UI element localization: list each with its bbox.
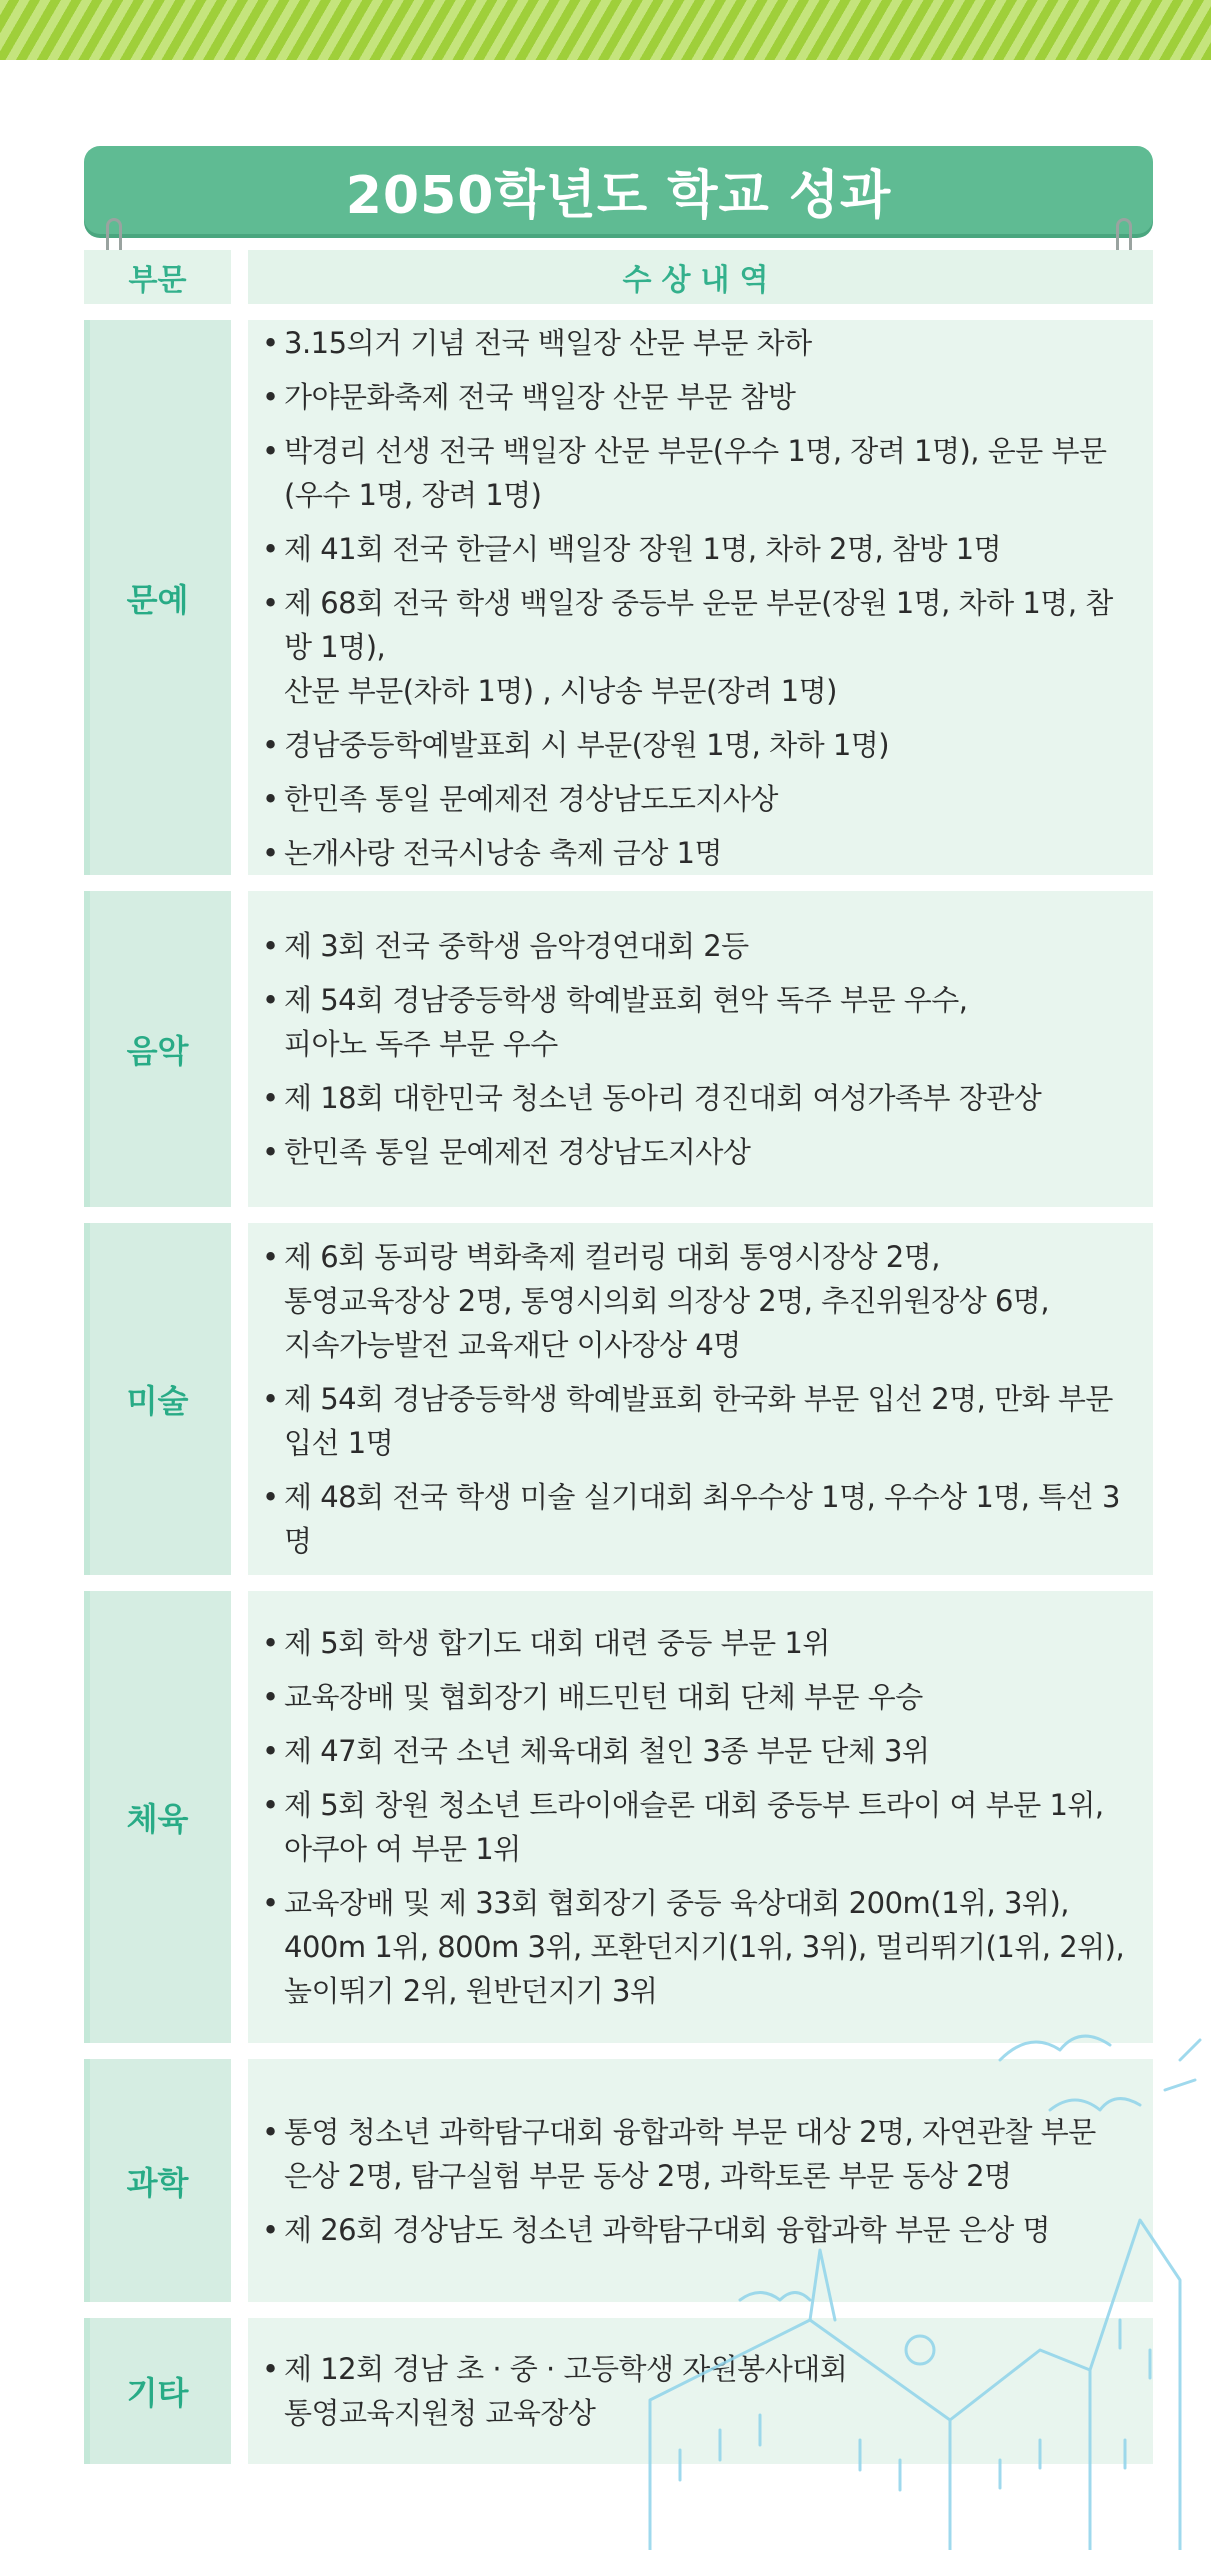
- bullet-icon: •: [262, 1382, 279, 1416]
- list-item: • 교육장배 및 제 33회 협회장기 중등 육상대회 200m(1위, 3위), 400m 1위, 800m 3위, 포환던지기(1위, 3위), 멀리뛰기(1위, 2위), 높이뛰기 2위, 원반던지기 3위: [262, 1881, 1135, 2013]
- category-header: 부문: [84, 250, 231, 304]
- school-building-sketch-icon: [620, 2020, 1211, 2550]
- list-item: • 한민족 통일 문예제전 경상남도도지사상: [262, 777, 1135, 821]
- award-list: [248, 1591, 1153, 2043]
- list-item: • 박경리 선생 전국 백일장 산문 부문(우수 1명, 장려 1명), 운문 부문 (우수 1명, 장려 1명): [262, 429, 1135, 517]
- awards-header: 수상내역: [248, 250, 1153, 304]
- bullet-icon: •: [262, 325, 279, 360]
- bullet-icon: •: [262, 2114, 279, 2149]
- list-item: • 3.15의거 기념 전국 백일장 산문 부문 차하: [262, 321, 1135, 365]
- list-item: • 제 26회 경상남도 청소년 과학탐구대회 융합과학 부문 은상 명: [262, 2208, 1135, 2252]
- page-title: 2050학년도 학교 성과: [345, 165, 892, 226]
- bullet-icon: •: [262, 1240, 279, 1274]
- list-item: • 제 68회 전국 학생 백일장 중등부 운문 부문(장원 1명, 차하 1명, 참방 1명), 산문 부문(차하 1명) , 시낭송 부문(장려 1명): [262, 581, 1135, 713]
- list-item: • 제 6회 동피랑 벽화축제 컬러링 대회 통영시장상 2명, 통영교육장상 2명, 통영시의회 의장상 2명, 추진위원장상 6명, 지속가능발전 교육재단 이사장상 4명: [262, 1235, 1135, 1367]
- category-label: 기타: [84, 2318, 231, 2464]
- category-label: 문예: [84, 320, 231, 875]
- bullet-icon: •: [262, 983, 279, 1017]
- list-item: • 통영 청소년 과학탐구대회 융합과학 부문 대상 2명, 자연관찰 부문 은상 2명, 탐구실험 부문 동상 2명, 과학토론 부문 동상 2명: [262, 2110, 1135, 2198]
- award-list: [248, 320, 1153, 875]
- award-list: [248, 891, 1153, 1207]
- bullet-icon: •: [262, 433, 279, 468]
- list-item: • 제 5회 창원 청소년 트라이애슬론 대회 중등부 트라이 여 부문 1위, 아쿠아 여 부문 1위: [262, 1783, 1135, 1871]
- category-label: 음악: [84, 891, 231, 1207]
- category-label: 미술: [84, 1223, 231, 1575]
- list-item: • 논개사랑 전국시낭송 축제 금상 1명: [262, 831, 1135, 875]
- bullet-icon: •: [262, 585, 279, 620]
- list-item: • 가야문화축제 전국 백일장 산문 부문 참방: [262, 375, 1135, 419]
- bullet-icon: •: [262, 2212, 279, 2247]
- top-stripe-decoration: [0, 0, 1211, 60]
- category-label: 체육: [84, 1591, 231, 2043]
- bullet-icon: •: [262, 531, 279, 566]
- bullet-icon: •: [262, 1626, 279, 1660]
- bullet-icon: •: [262, 1135, 279, 1169]
- bullet-icon: •: [262, 1680, 279, 1714]
- category-label: 과학: [84, 2059, 231, 2302]
- bullet-icon: •: [262, 1734, 279, 1768]
- bullet-icon: •: [262, 1081, 279, 1115]
- list-item: • 제 54회 경남중등학생 학예발표회 한국화 부문 입선 2명, 만화 부문 입선 1명: [262, 1377, 1135, 1465]
- list-item: • 제 41회 전국 한글시 백일장 장원 1명, 차하 2명, 참방 1명: [262, 527, 1135, 571]
- bullet-icon: •: [262, 2352, 279, 2386]
- list-item: • 제 18회 대한민국 청소년 동아리 경진대회 여성가족부 장관상: [262, 1076, 1135, 1120]
- bullet-icon: •: [262, 835, 279, 870]
- title-banner: [84, 146, 1153, 234]
- bullet-icon: •: [262, 727, 279, 762]
- bullet-icon: •: [262, 929, 279, 963]
- bullet-icon: •: [262, 1788, 279, 1822]
- award-list: [248, 1223, 1153, 1575]
- bullet-icon: •: [262, 781, 279, 816]
- bullet-icon: •: [262, 1480, 279, 1514]
- list-item: • 한민족 통일 문예제전 경상남도지사상: [262, 1130, 1135, 1174]
- list-item: • 제 5회 학생 합기도 대회 대련 중등 부문 1위: [262, 1621, 1135, 1665]
- list-item: • 교육장배 및 협회장기 배드민턴 대회 단체 부문 우승: [262, 1675, 1135, 1719]
- list-item: • 제 54회 경남중등학생 학예발표회 현악 독주 부문 우수, 피아노 독주 부문 우수: [262, 978, 1135, 1066]
- bullet-icon: •: [262, 379, 279, 414]
- list-item: • 제 47회 전국 소년 체육대회 철인 3종 부문 단체 3위: [262, 1729, 1135, 1773]
- list-item: • 제 12회 경남 초 · 중 · 고등학생 자원봉사대회 통영교육지원청 교육장상: [262, 2347, 1135, 2435]
- list-item: • 경남중등학예발표회 시 부문(장원 1명, 차하 1명): [262, 723, 1135, 767]
- list-item: • 제 48회 전국 학생 미술 실기대회 최우수상 1명, 우수상 1명, 특선 3명: [262, 1475, 1135, 1563]
- bullet-icon: •: [262, 1886, 279, 1920]
- list-item: • 제 3회 전국 중학생 음악경연대회 2등: [262, 924, 1135, 968]
